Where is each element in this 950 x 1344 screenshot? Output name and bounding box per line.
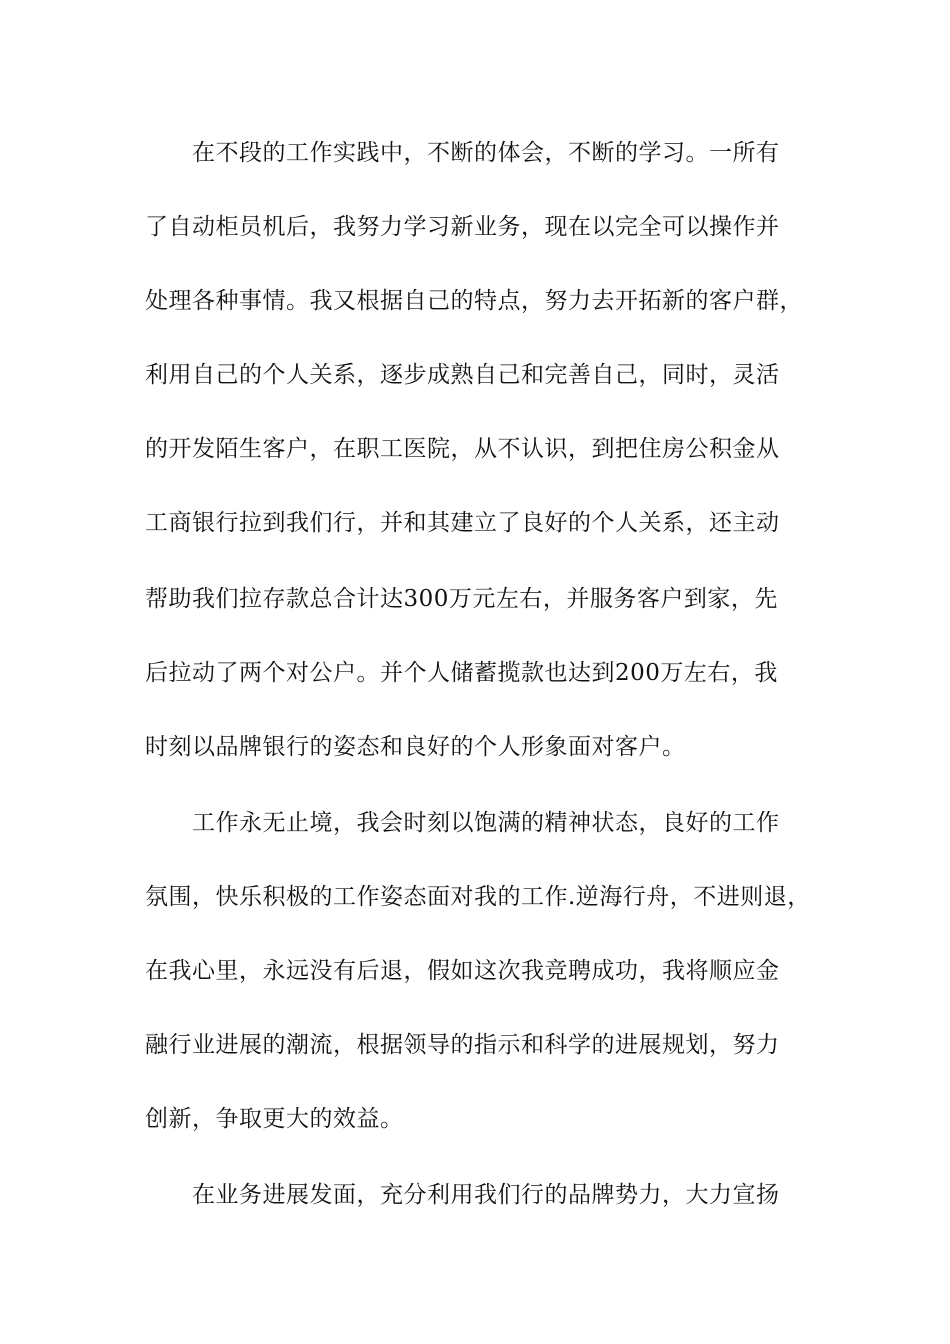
paragraph-2-line-2: 氛围，快乐积极的工作姿态面对我的工作.逆海行舟，不进则退， [145, 884, 811, 910]
paragraph-2-line-3: 在我心里，永远没有后退，假如这次我竞聘成功，我将顺应金 [145, 958, 780, 984]
paragraph-1-line-4: 利用自己的个人关系，逐步成熟自己和完善自己，同时，灵活 [145, 362, 780, 388]
paragraph-2-line-5: 创新，争取更大的效益。 [145, 1106, 404, 1132]
paragraph-2-line-1: 工作永无止境，我会时刻以饱满的精神状态，良好的工作 [192, 810, 780, 836]
paragraph-1-line-8: 后拉动了两个对公户。并个人储蓄揽款也达到200万左右，我 [145, 660, 778, 686]
paragraph-1-line-2: 了自动柜员机后，我努力学习新业务，现在以完全可以操作并 [145, 214, 780, 240]
paragraph-3-line-1: 在业务进展发面，充分利用我们行的品牌势力，大力宣扬 [192, 1182, 780, 1208]
paragraph-1-line-9: 时刻以品牌银行的姿态和良好的个人形象面对客户。 [145, 734, 686, 760]
paragraph-2-line-4: 融行业进展的潮流，根据领导的指示和科学的进展规划，努力 [145, 1032, 780, 1058]
paragraph-1-line-6: 工商银行拉到我们行，并和其建立了良好的个人关系，还主动 [145, 510, 780, 536]
paragraph-1-line-7: 帮助我们拉存款总合计达300万元左右，并服务客户到家，先 [145, 586, 778, 612]
paragraph-1-line-1: 在不段的工作实践中，不断的体会，不断的学习。一所有 [192, 140, 780, 166]
paragraph-1-line-5: 的开发陌生客户，在职工医院，从不认识，到把住房公积金从 [145, 436, 780, 462]
paragraph-1-line-3: 处理各种事情。我又根据自己的特点，努力去开拓新的客户群， [145, 288, 803, 314]
